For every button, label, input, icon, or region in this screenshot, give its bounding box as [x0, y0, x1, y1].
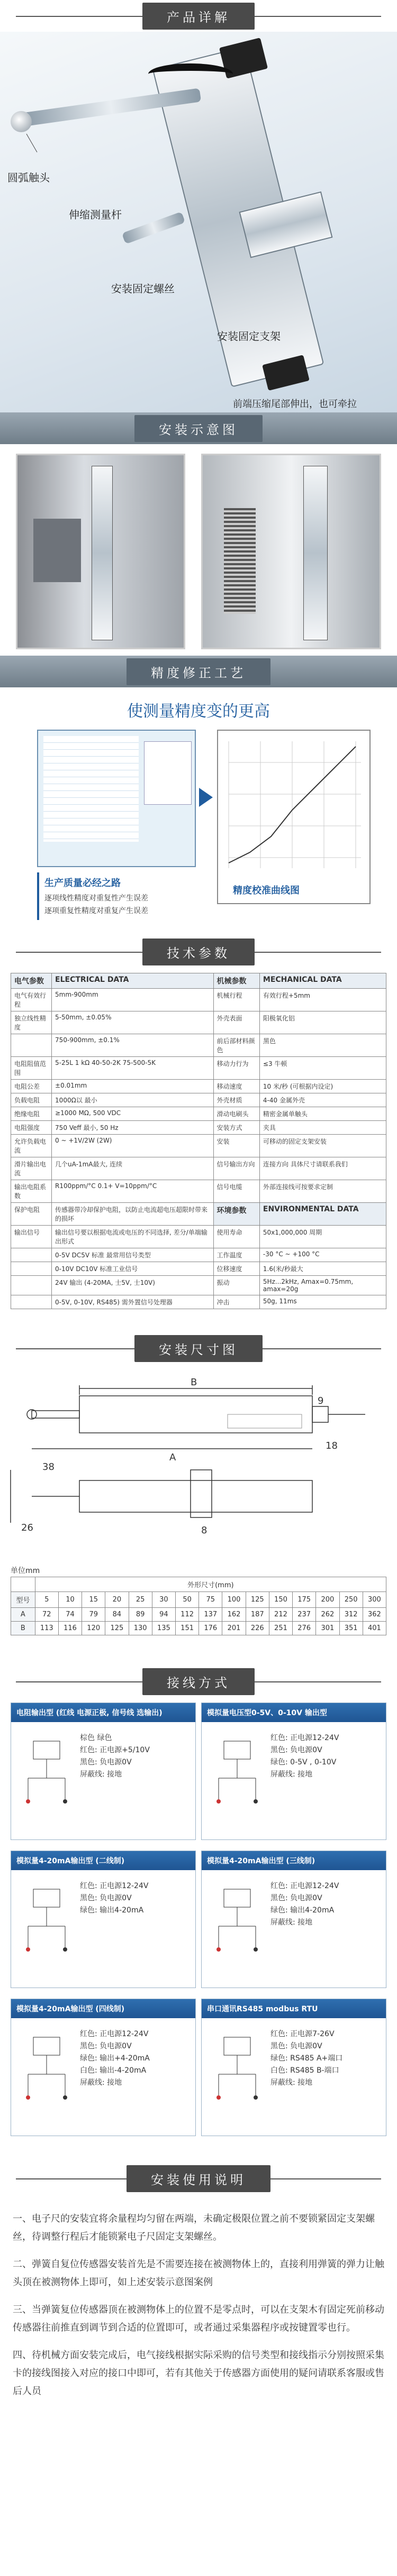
- spec-label: 负载电阻: [11, 1093, 52, 1107]
- size-cell: 130: [129, 1622, 152, 1635]
- spec-label: 信号电缆: [213, 1180, 259, 1203]
- spec-row: [11, 1080, 386, 1093]
- size-cell: 401: [363, 1622, 386, 1635]
- spec-row: [11, 1107, 386, 1121]
- spec-label: 滑动电刷头: [213, 1107, 259, 1121]
- spec-label: 信号输出方向: [213, 1157, 259, 1180]
- wire-line: 绿色: 输出4-20mA: [80, 1906, 144, 1915]
- size-header: 外形尺寸(mm): [35, 1577, 386, 1592]
- installed-sensor: [303, 466, 328, 640]
- size-cell: 262: [316, 1608, 339, 1622]
- spec-value: 外部连接线可按要求定制: [259, 1180, 386, 1203]
- spec-label: 电阻阻值范围: [11, 1057, 52, 1080]
- spec-value: 1000Ω以 最小: [52, 1093, 213, 1107]
- section-install-size: [0, 1332, 397, 1660]
- spec-value: 0-10V DC10V 标准工业信号: [52, 1262, 213, 1276]
- wire-line: 红色: 正电源+5/10V: [80, 1746, 150, 1754]
- spec-row: [11, 1295, 386, 1309]
- spec-value: 0 ~ +1V/2W (2W): [52, 1135, 213, 1157]
- spec-value: 750 Veff 最小, 50 Hz: [52, 1121, 213, 1135]
- size-cell: 212: [269, 1608, 292, 1622]
- spec-label: 振动: [213, 1276, 259, 1295]
- electrical-title: 电气参数: [11, 973, 52, 989]
- wire-line: 黑色: 负电源0V: [80, 1758, 132, 1767]
- spec-value: 5mm-900mm: [52, 989, 213, 1011]
- size-cell: 84: [105, 1608, 129, 1622]
- section-header: [0, 2163, 397, 2194]
- spec-value: -30 °C ~ +100 °C: [259, 1248, 386, 1262]
- wire-line: 屏蔽线: 接地: [80, 2078, 122, 2087]
- size-cell: 74: [58, 1608, 82, 1622]
- size-cell: 112: [175, 1608, 198, 1622]
- spec-label: [11, 1248, 52, 1262]
- spec-value: 输出信号要以根据电流或电压的不同选择, 差分/单端输出形式: [52, 1226, 213, 1248]
- wire-line: 屏蔽线: 接地: [270, 2078, 313, 2087]
- dim-d1: 26: [21, 1522, 33, 1533]
- spec-value: 可移动的固定支架安装: [259, 1135, 386, 1157]
- spec-label: 工作温度: [213, 1248, 259, 1262]
- section-header: [0, 412, 397, 444]
- size-table: [11, 1577, 386, 1635]
- spec-row: [11, 1157, 386, 1180]
- leader-line: [26, 134, 38, 152]
- section-precision: [0, 656, 397, 931]
- spec-row: [11, 1262, 386, 1276]
- screen-grid: [43, 736, 139, 842]
- spring-part: [224, 508, 256, 614]
- spec-value: 1.6(米/秒最大: [259, 1262, 386, 1276]
- dim-d3: 18: [326, 1440, 338, 1451]
- section-product-detail: [0, 0, 397, 412]
- spec-label: 电气有效行程: [11, 989, 52, 1011]
- chart-caption: 精度校准曲线图: [233, 885, 300, 896]
- cable: [148, 63, 233, 85]
- spec-row: [11, 1011, 386, 1034]
- dim-d2: 38: [42, 1461, 55, 1473]
- nameplate: [228, 1414, 302, 1428]
- install-photo-right: [201, 454, 381, 649]
- spec-value: ±0.01mm: [52, 1080, 213, 1093]
- line-1: 逐项线性精度对重复性产生误差: [44, 894, 148, 903]
- spec-row: [11, 1248, 386, 1262]
- label-bracket: 安装固定支架: [217, 330, 281, 343]
- section-title: 安装使用说明: [127, 2165, 270, 2192]
- label-front-note: 前端压缩尾部伸出，也可牵拉: [233, 399, 357, 410]
- size-cell: 351: [339, 1622, 363, 1635]
- spec-label: 输出信号: [11, 1226, 52, 1248]
- section-tech-params: [0, 936, 397, 1327]
- spec-label: [11, 1295, 52, 1309]
- spec-value: 10 米/秒 (可根据内设定): [259, 1080, 386, 1093]
- spec-value: 50g, 11ms: [259, 1295, 386, 1309]
- spec-label: [11, 1262, 52, 1276]
- wire-line: 黑色: 负电源0V: [80, 1894, 132, 1902]
- wiring-card: [11, 1999, 196, 2136]
- electrical-en: ELECTRICAL DATA: [52, 973, 213, 989]
- spec-label: [11, 1034, 52, 1057]
- size-cell: 176: [199, 1622, 222, 1635]
- round-head-tip: [11, 111, 32, 132]
- section-title: 安装尺寸图: [134, 1335, 263, 1362]
- size-cell: 125: [105, 1622, 129, 1635]
- usage-paragraph-1: 一、电子尺的安装宜将余量程均匀留在两端，未确定极限位置之前不要锁紧固定支架螺丝，待调整行程后才能锁紧电子尺固定支架螺丝。: [13, 2213, 375, 2242]
- size-cell: 100: [222, 1592, 246, 1608]
- wiring-card-title: 电阻输出型 (红线 电源正极, 信号线 选输出): [11, 1703, 195, 1722]
- size-cell: 276: [293, 1622, 316, 1635]
- size-cell: 89: [129, 1608, 152, 1622]
- spec-label: 移动力行为: [213, 1057, 259, 1080]
- svg-text:B: B: [191, 1377, 197, 1388]
- spec-label: 滑片输出电流: [11, 1157, 52, 1180]
- spec-row: [11, 989, 386, 1011]
- spec-value: 阳极氧化铝: [259, 1011, 386, 1034]
- wiring-diagram: [208, 2027, 266, 2106]
- spec-value: ≥1000 MΩ, 500 VDC: [52, 1107, 213, 1121]
- section-title: 技术参数: [142, 939, 255, 965]
- machine-block: [33, 519, 81, 582]
- size-cell: 30: [152, 1592, 175, 1608]
- wire-line: 黑色: 负电源0V: [270, 1746, 322, 1754]
- section-title: 接线方式: [142, 1668, 255, 1695]
- section-header: [0, 936, 397, 968]
- usage-paragraph-2: 二、弹簧自复位传感器安装首先是不需要连接在被测物体上的，直接利用弹簧的弹力让触头顶在被测物体上即可，如上述安装示意图案例: [13, 2259, 384, 2288]
- environment-title: 环境参数: [213, 1203, 259, 1226]
- screen-chart: [144, 741, 192, 805]
- spec-label: 使用寿命: [213, 1226, 259, 1248]
- size-cell: 187: [246, 1608, 269, 1622]
- size-cell: 150: [269, 1592, 292, 1608]
- section-header: [0, 0, 397, 32]
- spec-label: 独立线性精度: [11, 1011, 52, 1034]
- spec-value: 24V 输出 (4-20MA, 士5V, 士10V): [52, 1276, 213, 1295]
- size-row: [11, 1608, 386, 1622]
- arrow-icon: [199, 788, 213, 807]
- precision-caption-box: [37, 872, 196, 920]
- wire-line: 红色: 正电源12-24V: [80, 1882, 149, 1890]
- spec-value: 4-40 金属外壳: [259, 1093, 386, 1107]
- wire-line: 屏蔽线: 接地: [80, 1770, 122, 1779]
- section-header: [0, 656, 397, 687]
- spec-label: 冲击: [213, 1295, 259, 1309]
- spec-label: 外壳表面: [213, 1011, 259, 1034]
- wiring-card-title: 模拟量4-20mA输出型 (三线制): [202, 1851, 386, 1870]
- label-round-head: 圆弧触头: [7, 171, 50, 184]
- spec-value: 0-5V, 0-10V, RS485) 需外置信号处理器: [52, 1295, 213, 1309]
- spec-value: 5Hz...2kHz, Amax=0.75mm, amax=20g: [259, 1276, 386, 1295]
- wiring-card: [11, 1851, 196, 1988]
- spec-table: [11, 973, 386, 1309]
- wire-line: 屏蔽线: 接地: [270, 1770, 313, 1779]
- size-cell: 175: [293, 1592, 316, 1608]
- line-2: 逐项重复性精度对重复产生误差: [44, 907, 148, 915]
- size-row-label: B: [11, 1622, 35, 1635]
- size-cell: 301: [316, 1622, 339, 1635]
- size-cell: 50: [175, 1592, 198, 1608]
- wiring-diagram: [17, 1879, 76, 1958]
- spec-label: 外壳材质: [213, 1093, 259, 1107]
- size-row: [11, 1592, 386, 1608]
- spec-value: R100ppm/°C 0.1+ V=10ppm/°C: [52, 1180, 213, 1203]
- size-row: [11, 1622, 386, 1635]
- wire-line: 黑色: 负电源0V: [270, 2042, 322, 2050]
- spec-value: ≤3 牛顿: [259, 1057, 386, 1080]
- spec-label: [11, 1276, 52, 1295]
- product-photo: [0, 32, 397, 412]
- precision-headline: 使测量精度变的更高: [127, 702, 270, 721]
- size-cell: 79: [82, 1608, 105, 1622]
- size-cell: 10: [58, 1592, 82, 1608]
- spec-row: [11, 1180, 386, 1203]
- spec-label: 安装方式: [213, 1121, 259, 1135]
- wire-line: 黑色: 负电源0V: [270, 1894, 322, 1902]
- spec-row: [11, 1226, 386, 1248]
- spec-label: 安装: [213, 1135, 259, 1157]
- wire-line: 绿色: RS485 A+端口: [270, 2054, 343, 2063]
- wiring-card-title: 模拟量电压型0-5V、0-10V 输出型: [202, 1703, 386, 1722]
- size-cell: 201: [222, 1622, 246, 1635]
- spec-value: 传感器带冷却保护电阻，以防止电流超电压超限时带来的损坏: [52, 1203, 213, 1226]
- section-title: 安装示意图: [134, 415, 263, 442]
- spec-value: 几个uA-1mA最大, 连续: [52, 1157, 213, 1180]
- wiring-card: [201, 1851, 386, 1988]
- svg-text:A: A: [169, 1452, 176, 1463]
- wire-line: 红色: 正电源12-24V: [270, 1882, 339, 1890]
- spec-label: 电阻公差: [11, 1080, 52, 1093]
- section-title: 精度修正工艺: [127, 658, 270, 685]
- installed-sensor: [92, 466, 113, 640]
- spec-value: 0-5V DC5V 标准 最常用信号类型: [52, 1248, 213, 1262]
- spec-label: 移动速度: [213, 1080, 259, 1093]
- wire-line: 绿色: 输出4-20mA: [270, 1906, 335, 1915]
- size-cell: 237: [293, 1608, 316, 1622]
- size-cell: 20: [105, 1592, 129, 1608]
- spec-row: [11, 1203, 386, 1226]
- size-cell: 162: [222, 1608, 246, 1622]
- size-cell: 226: [246, 1622, 269, 1635]
- mechanical-title: 机械参数: [213, 973, 259, 989]
- calibration-chart: [217, 730, 371, 904]
- dimension-drawing: [0, 1364, 397, 1565]
- install-photo-left: [16, 454, 185, 649]
- label-rod: 伸缩测量杆: [69, 208, 122, 221]
- size-cell: 113: [35, 1622, 58, 1635]
- wiring-card: [201, 1999, 386, 2136]
- size-cell: 116: [58, 1622, 82, 1635]
- dim-d4: 9: [318, 1395, 324, 1406]
- wire-line: 红色: 正电源12-24V: [80, 2030, 149, 2038]
- wiring-diagram: [17, 2027, 76, 2106]
- size-cell: 362: [363, 1608, 386, 1622]
- spec-label: 电阻强度: [11, 1121, 52, 1135]
- spec-label: 位移速度: [213, 1262, 259, 1276]
- size-cell: 200: [316, 1592, 339, 1608]
- size-corner: [11, 1577, 35, 1592]
- environment-en: ENVIRONMENTAL DATA: [259, 1203, 386, 1226]
- spec-label: 允许负载电流: [11, 1135, 52, 1157]
- spec-value: 750-900mm, ±0.1%: [52, 1034, 213, 1057]
- calibration-curve: [218, 731, 369, 879]
- section-install-demo: [0, 412, 397, 656]
- size-cell: 137: [199, 1608, 222, 1622]
- spec-row: [11, 1057, 386, 1080]
- spec-value: 夹具: [259, 1121, 386, 1135]
- spec-row: [11, 1034, 386, 1057]
- spec-value: 连接方向 具体尺寸请联系我们: [259, 1157, 386, 1180]
- size-cell: 125: [246, 1592, 269, 1608]
- wire-line: 棕色 绿色: [80, 1734, 112, 1742]
- screw: [122, 211, 185, 244]
- spec-value: 50x1,000,000 周期: [259, 1226, 386, 1248]
- spec-value: 精密金属单触头: [259, 1107, 386, 1121]
- size-row-label: A: [11, 1608, 35, 1622]
- section-usage: [0, 2163, 397, 2576]
- size-cell: 250: [339, 1592, 363, 1608]
- section-header: [0, 1666, 397, 1697]
- spec-row: [11, 1276, 386, 1295]
- spec-value: 有效行程+5mm: [259, 989, 386, 1011]
- wiring-card: [201, 1703, 386, 1840]
- section-header: [0, 1332, 397, 1364]
- spec-row: [11, 1135, 386, 1157]
- wire-line: 红色: 正电源12-24V: [270, 1734, 339, 1742]
- section-title: 产品详解: [142, 3, 255, 30]
- test-software-screen: [37, 730, 196, 867]
- wire-line: 白色: 输出-4-20mA: [80, 2066, 147, 2075]
- spec-label: 绝缘电阻: [11, 1107, 52, 1121]
- section-wiring: [0, 1666, 397, 2152]
- usage-paragraph-4: 四、待机械方面安装完成后，电气接线根据实际采购的信号类型和接线指示分别按照采集卡的接线图接入对应的接口中即可，若有其他关于传感器方面使用的疑问请联系客服或售后人员: [13, 2350, 384, 2397]
- wiring-diagram: [17, 1731, 76, 1810]
- wiring-diagram: [208, 1731, 266, 1810]
- spec-label: 输出电阻系数: [11, 1180, 52, 1203]
- label-screw: 安装固定螺丝: [111, 282, 175, 295]
- spec-value: 5-50mm, ±0.05%: [52, 1011, 213, 1034]
- size-cell: 312: [339, 1608, 363, 1622]
- wiring-card-title: 模拟量4-20mA输出型 (二线制): [11, 1851, 195, 1870]
- size-cell: 15: [82, 1592, 105, 1608]
- size-cell: 251: [269, 1622, 292, 1635]
- spec-value: 5-25L 1 kΩ 40-50-2K 75-500-5K: [52, 1057, 213, 1080]
- wire-line: 绿色: 0-5V , 0-10V: [270, 1758, 337, 1767]
- size-row-label: 型号: [11, 1592, 35, 1608]
- size-cell: 72: [35, 1608, 58, 1622]
- spec-row: [11, 1093, 386, 1107]
- spec-value: 黑色: [259, 1034, 386, 1057]
- mechanical-en: MECHANICAL DATA: [259, 973, 386, 989]
- wiring-diagram: [208, 1879, 266, 1958]
- wiring-card-title: 模拟量4-20mA输出型 (四线制): [11, 1999, 195, 2018]
- spec-label: 机械行程: [213, 989, 259, 1011]
- dim-d5: 8: [201, 1525, 207, 1536]
- size-cell: 120: [82, 1622, 105, 1635]
- wiring-card-title: 串口通讯RS485 modbus RTU: [202, 1999, 386, 2018]
- wiring-card: [11, 1703, 196, 1840]
- wire-line: 白色: RS485 B-端口: [270, 2066, 339, 2075]
- size-cell: 135: [152, 1622, 175, 1635]
- size-cell: 94: [152, 1608, 175, 1622]
- size-cell: 5: [35, 1592, 58, 1608]
- size-cell: 151: [175, 1622, 198, 1635]
- size-cell: 25: [129, 1592, 152, 1608]
- spec-row: [11, 1121, 386, 1135]
- size-cell: 300: [363, 1592, 386, 1608]
- usage-paragraph-3: 三、当弹簧复位传感器顶在被测物体上的位置不是零点时，可以在支架木有固定死前移动传感器往前推直到调节到合适的位置即可，或者通过采集器程序或按键置零也行。: [13, 2304, 384, 2333]
- wire-line: 红色: 正电源7-26V: [270, 2030, 335, 2038]
- unit-label: 单位mm: [11, 1567, 40, 1575]
- line-title: 生产质量必经之路: [44, 878, 121, 889]
- spec-label: 前后部材料颜色: [213, 1034, 259, 1057]
- wire-line: 黑色: 负电源0V: [80, 2042, 132, 2050]
- wire-line: 绿色: 输出+4-20mA: [80, 2054, 150, 2063]
- wire-line: 屏蔽线: 接地: [270, 1918, 313, 1927]
- spec-label: 保护电阻: [11, 1203, 52, 1226]
- size-cell: 75: [199, 1592, 222, 1608]
